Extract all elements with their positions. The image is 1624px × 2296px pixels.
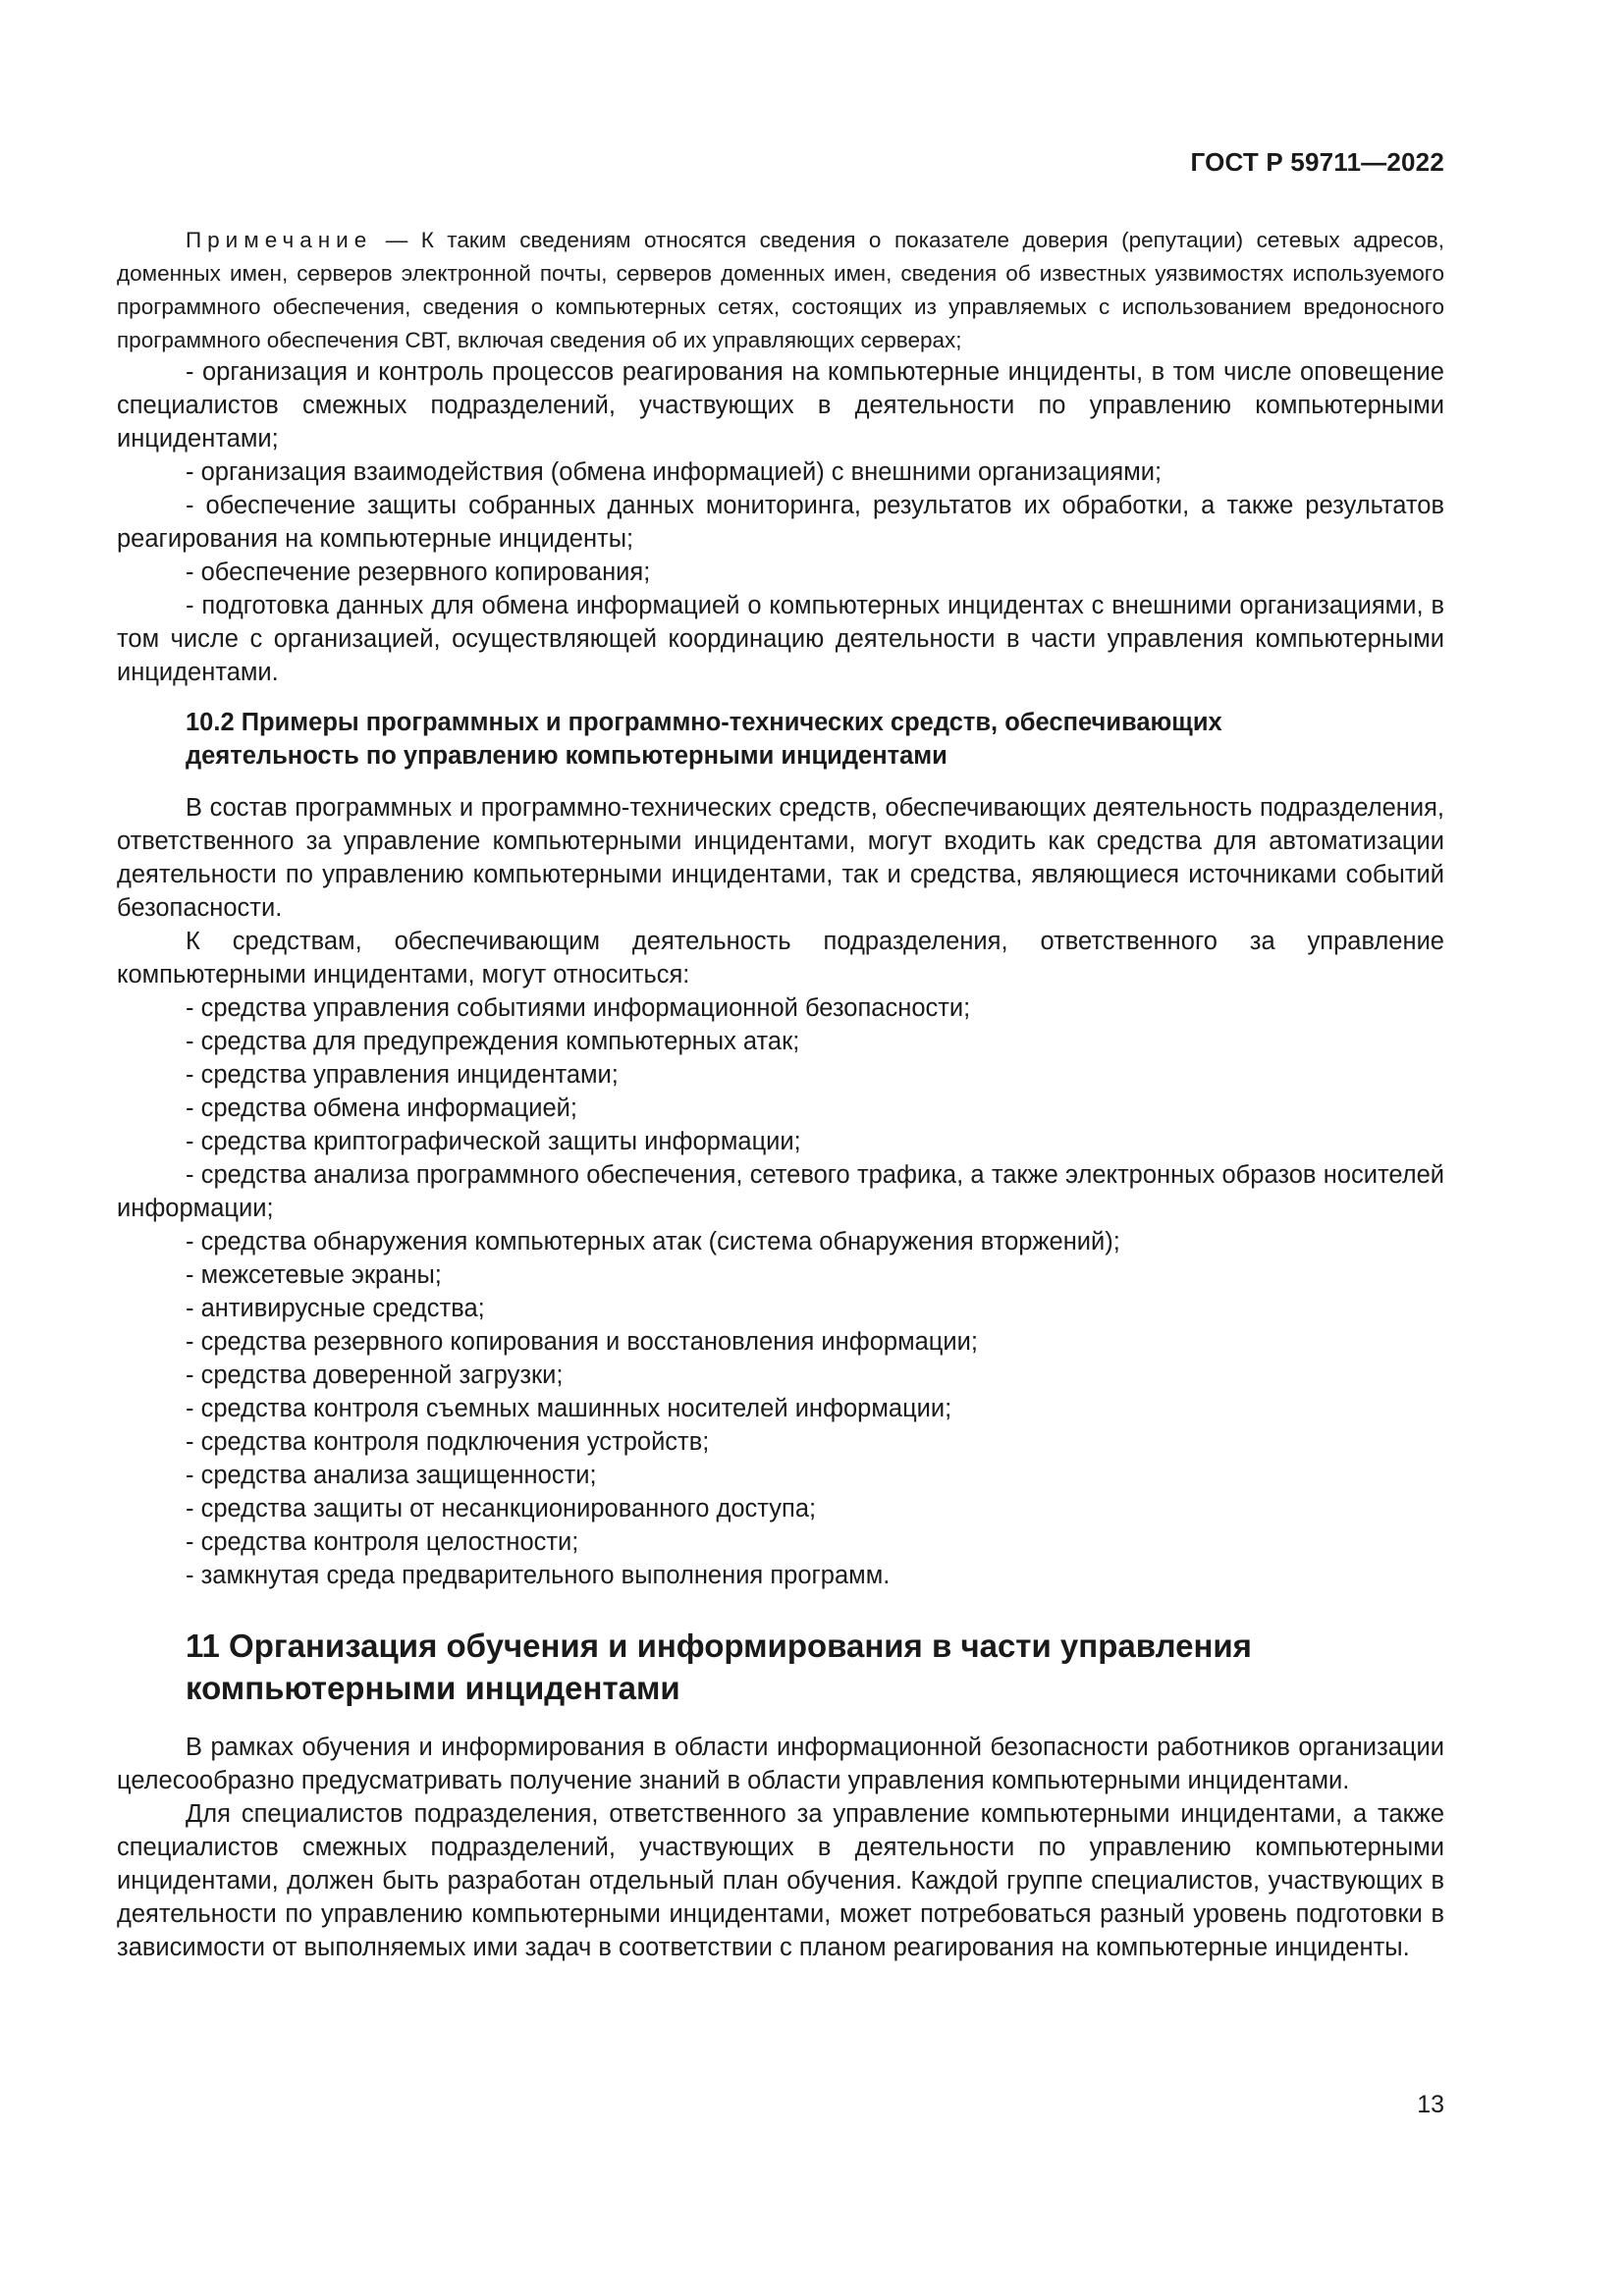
list-item: - средства управления инцидентами; xyxy=(186,1061,619,1089)
list-item: - обеспечение резервного копирования; xyxy=(186,559,651,586)
list-item: - подготовка данных для обмена информацией о компьютерных инцидентах с внешними организациями, в том числе с организацией, осуществляющей координацию деятельности в части управления компьютерными инцидентами. xyxy=(117,592,1444,686)
list-item: - замкнутая среда предварительного выполнения программ. xyxy=(186,1562,891,1589)
list-item: - средства защиты от несанкционированного доступа; xyxy=(186,1495,817,1522)
list-item: - организация взаимодействия (обмена информацией) с внешними организациями; xyxy=(186,458,1163,486)
section-10-2-heading-line2: деятельность по управлению компьютерными инцидентами xyxy=(186,742,947,770)
section-11-paragraph-1: В рамках обучения и информирования в области информационной безопасности работников организации целесообразно предусматривать получение знаний в области управления компьютерными инцидентами. xyxy=(117,1734,1444,1794)
list-item: - организация и контроль процессов реагирования на компьютерные инциденты, в том числе оповещение специалистов смежных подразделений, участвующих в деятельности по управлению компьютерными инцидентами; xyxy=(117,358,1444,453)
list-item: - средства контроля подключения устройств; xyxy=(186,1428,710,1456)
section-11-heading-line2: компьютерными инцидентами xyxy=(186,1670,680,1706)
section-10-2-heading-line1: 10.2 Примеры программных и программно-технических средств, обеспечивающих xyxy=(186,709,1222,736)
list-item: - средства для предупреждения компьютерных атак; xyxy=(186,1028,800,1055)
note-text: — К таким сведениям относятся сведения о показателе доверия (репутации) сетевых адресов, доменных имен, серверов электронной почты, серверов доменных имен, сведения об известных уязвимостях используемого программного обеспечения, сведения о компьютерных сетях, состоящих из управляемых с использованием вредоносного программного обеспечения СВТ, включая сведения об их управляющих серверах; xyxy=(117,228,1444,352)
list-item: - средства обмена информацией; xyxy=(186,1095,577,1122)
list-item: - средства резервного копирования и восстановления информации; xyxy=(186,1328,978,1356)
page-number: 13 xyxy=(1417,2091,1444,2118)
document-body xyxy=(117,355,1444,1964)
note-label: Примечание xyxy=(186,228,373,252)
list-item: - средства криптографической защиты информации; xyxy=(186,1128,801,1155)
list-item: - межсетевые экраны; xyxy=(186,1261,442,1289)
list-item: - средства контроля съемных машинных носителей информации; xyxy=(186,1395,952,1422)
list-item: - средства анализа защищенности; xyxy=(186,1462,597,1489)
list-item: - средства управления событиями информационной безопасности; xyxy=(186,994,971,1022)
section-10-2-paragraph-2: К средствам, обеспечивающим деятельность подразделения, ответственного за управление компьютерными инцидентами, могут относиться: xyxy=(117,928,1444,988)
section-11-heading xyxy=(186,1625,1444,1709)
section-10-2-paragraph-1: В состав программных и программно-технических средств, обеспечивающих деятельность подразделения, ответственного за управление компьютерными инцидентами, могут входить как средства для автоматизации деятельности по управлению компьютерными инцидентами, так и средства, являющиеся источниками событий безопасности. xyxy=(117,794,1444,922)
list-item: - средства доверенной загрузки; xyxy=(186,1362,564,1389)
section-10-2-heading xyxy=(186,706,1444,773)
note-paragraph xyxy=(117,224,1444,357)
list-item: - средства обнаружения компьютерных атак (система обнаружения вторжений); xyxy=(186,1228,1120,1255)
section-11-heading-line1: 11 Организация обучения и информирования в части управления xyxy=(186,1628,1252,1664)
section-11-paragraph-2: Для специалистов подразделения, ответственного за управление компьютерными инцидентами, а также специалистов смежных подразделений, участвующих в деятельности по управлению компьютерными инцидентами, должен быть разработан отдельный план обучения. Каждой группе специалистов, участвующих в деятельности по управлению компьютерными инцидентами, может потребоваться разный уровень подготовки в зависимости от выполняемых ими задач в соответствии с планом реагирования на компьютерные инциденты. xyxy=(117,1800,1444,1961)
tools-list xyxy=(117,991,1444,1592)
document-code: ГОСТ Р 59711—2022 xyxy=(1190,147,1444,177)
list-item: - средства контроля целостности; xyxy=(186,1528,579,1556)
list-item: - антивирусные средства; xyxy=(186,1295,485,1322)
list-item: - обеспечение защиты собранных данных мониторинга, результатов их обработки, а также результатов реагирования на компьютерные инциденты; xyxy=(117,492,1444,553)
list-item: - средства анализа программного обеспечения, сетевого трафика, а также электронных образов носителей информации; xyxy=(117,1161,1444,1222)
